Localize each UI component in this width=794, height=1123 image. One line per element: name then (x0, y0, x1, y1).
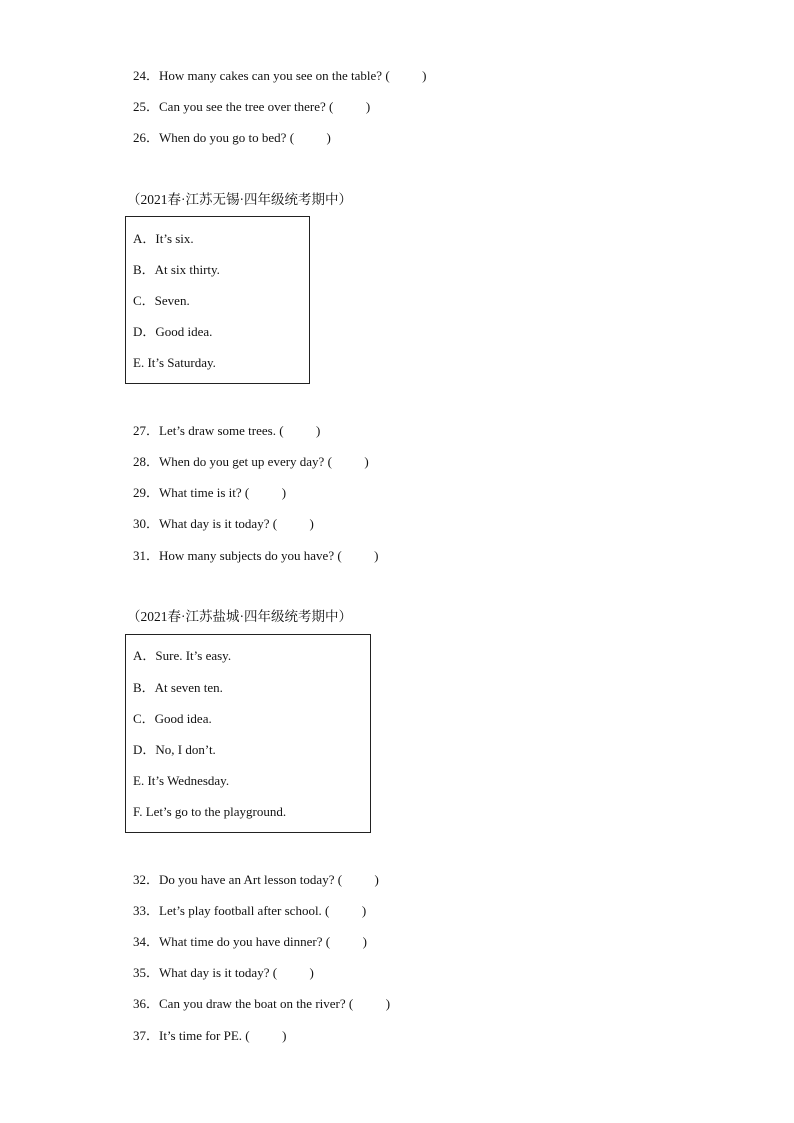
question-24: 24．How many cakes can you see on the table? ( ) (133, 68, 427, 83)
option-e: E. It’s Wednesday. (133, 773, 230, 788)
question-25: 25．Can you see the tree over there? ( ) (133, 99, 371, 114)
option-f: F. Let’s go to the playground. (133, 804, 287, 819)
question-26: 26．When do you go to bed? ( ) (133, 130, 331, 145)
option-a: A．It’s six. (133, 231, 194, 246)
question-37: 37．It’s time for PE. ( ) (133, 1028, 287, 1043)
question-34: 34．What time do you have dinner? ( ) (133, 934, 367, 949)
options-box-wuxi (125, 216, 310, 384)
option-c: C．Seven. (133, 293, 190, 308)
option-b: B．At seven ten. (133, 680, 223, 695)
options-box-yancheng (125, 634, 371, 833)
option-a: A．Sure. It’s easy. (133, 648, 232, 663)
option-d: D．No, I don’t. (133, 742, 216, 757)
option-b: B．At six thirty. (133, 262, 220, 277)
source-note-yancheng: （2021春·江苏盐城·四年级统考期中） (127, 609, 352, 624)
question-28: 28．When do you get up every day? ( ) (133, 454, 369, 469)
option-d: D．Good idea. (133, 324, 213, 339)
option-e: E. It’s Saturday. (133, 355, 216, 370)
question-30: 30．What day is it today? ( ) (133, 516, 314, 531)
source-note-wuxi: （2021春·江苏无锡·四年级统考期中） (127, 192, 352, 207)
question-29: 29．What time is it? ( ) (133, 485, 287, 500)
question-33: 33．Let’s play football after school. ( ) (133, 903, 367, 918)
question-27: 27．Let’s draw some trees. ( ) (133, 423, 321, 438)
question-32: 32．Do you have an Art lesson today? ( ) (133, 872, 379, 887)
question-36: 36．Can you draw the boat on the river? ( ) (133, 996, 391, 1011)
option-c: C．Good idea. (133, 711, 212, 726)
question-35: 35．What day is it today? ( ) (133, 965, 314, 980)
question-31: 31．How many subjects do you have? ( ) (133, 548, 379, 563)
